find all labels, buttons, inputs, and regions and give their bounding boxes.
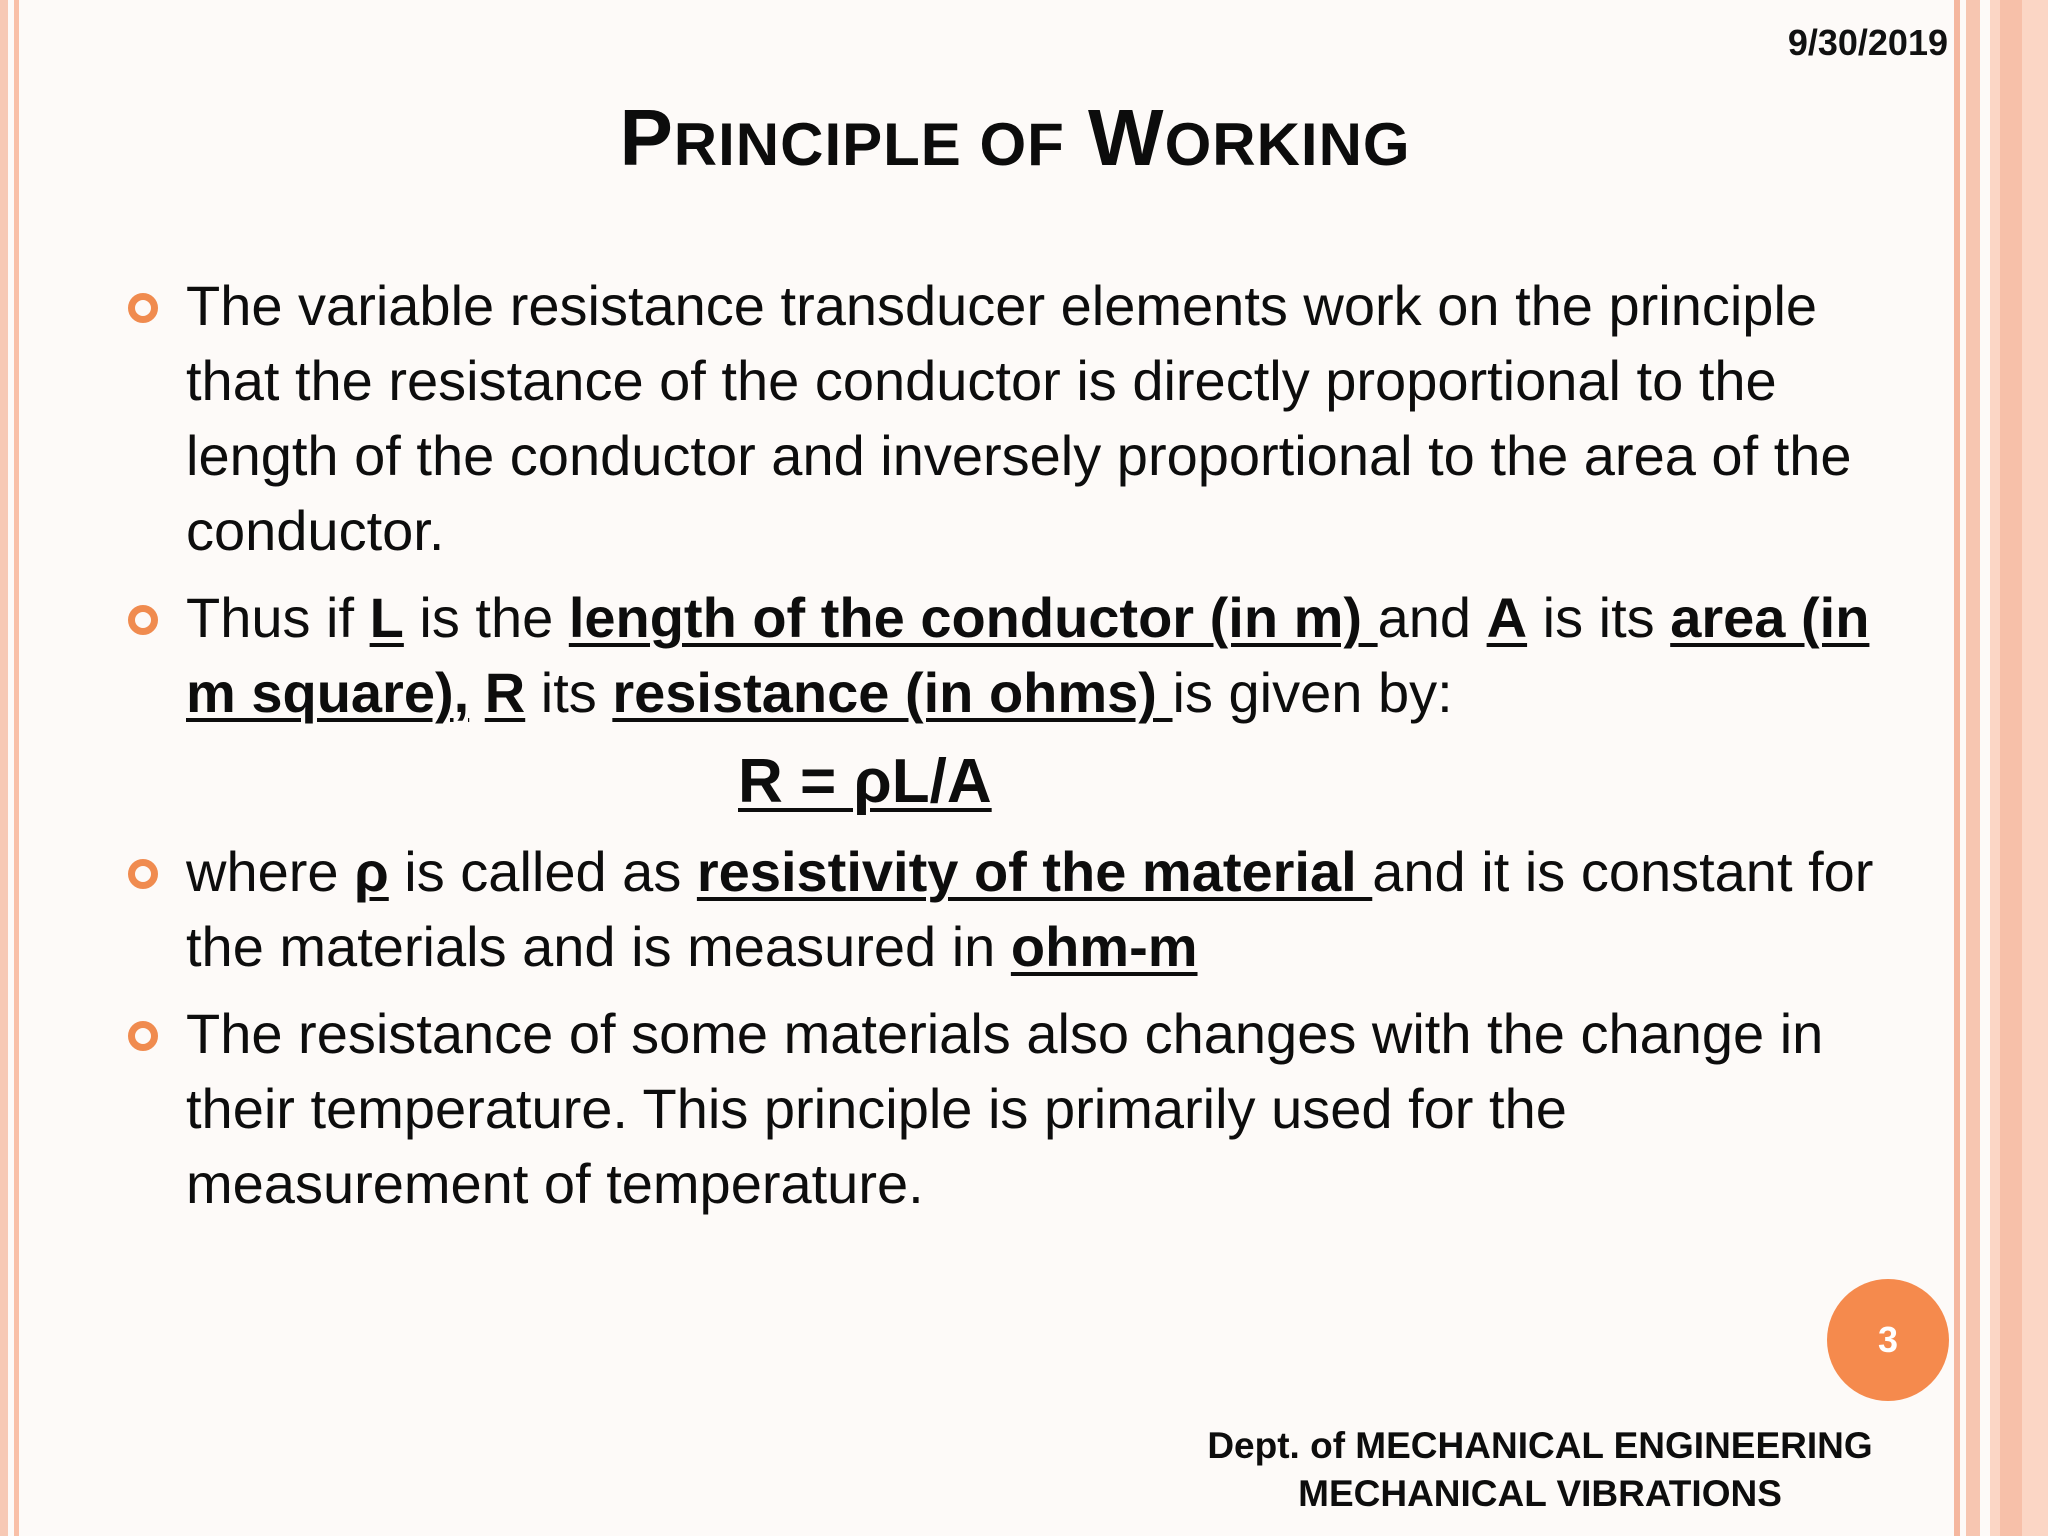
footer-course: MECHANICAL VIBRATIONS xyxy=(1298,1473,1782,1514)
page-number-badge: 3 xyxy=(1827,1279,1949,1401)
text-fragment: is its xyxy=(1527,586,1671,649)
bullet-text xyxy=(186,586,1869,724)
bullet-text: The resistance of some materials also changes with the change in their temperature. This principle is primarily used for the measurement of temperature. xyxy=(186,1002,1824,1215)
term-area: area (in m square), xyxy=(186,586,1870,724)
term-A: A xyxy=(1486,586,1528,649)
bullet-circle-icon xyxy=(128,859,158,889)
text-fragment: is the xyxy=(403,586,569,649)
bullet-text xyxy=(186,840,1873,978)
bullet-item xyxy=(126,996,1906,1221)
bullet-circle-icon xyxy=(128,1021,158,1051)
title-initial-1: P xyxy=(619,93,674,182)
title-initial-2: W xyxy=(1088,93,1165,182)
title-rest-2: ORKING xyxy=(1164,111,1411,178)
formula: R = ρL/A xyxy=(738,747,992,816)
text-fragment: and it is constant for the materials and is measured in xyxy=(186,840,1874,978)
slide-title xyxy=(0,92,2030,184)
text-fragment: and xyxy=(1377,586,1487,649)
term-R: R xyxy=(484,661,526,724)
term-length: length of the conductor (in m) xyxy=(568,586,1378,649)
text-fragment: its xyxy=(525,661,613,724)
right-stripe-2 xyxy=(1966,0,1980,1536)
text-fragment: is called as xyxy=(388,840,697,903)
right-stripe-4 xyxy=(2000,0,2022,1536)
bullet-circle-icon xyxy=(128,293,158,323)
text-fragment xyxy=(469,661,485,724)
right-stripe-1 xyxy=(1954,0,1960,1536)
text-fragment: Thus if xyxy=(186,586,370,649)
footer-dept: Dept. of MECHANICAL ENGINEERING xyxy=(1207,1425,1873,1466)
footer xyxy=(1150,1422,1930,1518)
left-stripe-outer xyxy=(0,0,8,1536)
title-rest-1: RINCIPLE OF xyxy=(673,111,1065,178)
bullet-text: The variable resistance transducer elements work on the principle that the resistance of the conductor is directly proportional to the length of the conductor and inversely proportional to the area of the conductor. xyxy=(186,274,1852,562)
bullet-circle-icon xyxy=(128,605,158,635)
bullet-item xyxy=(126,268,1906,568)
term-unit: ohm-m xyxy=(1010,915,1198,978)
left-stripe-inner xyxy=(14,0,19,1536)
term-rho: ρ xyxy=(354,840,389,903)
term-resistance: resistance (in ohms) xyxy=(612,661,1173,724)
term-L: L xyxy=(369,586,404,649)
text-fragment: is given by: xyxy=(1172,661,1453,724)
bullet-list xyxy=(126,268,1906,1233)
slide-date: 9/30/2019 xyxy=(1787,22,1948,63)
bullet-item xyxy=(126,580,1906,730)
term-resistivity: resistivity of the material xyxy=(696,840,1373,903)
text-fragment: where xyxy=(186,840,355,903)
bullet-item xyxy=(126,834,1906,984)
